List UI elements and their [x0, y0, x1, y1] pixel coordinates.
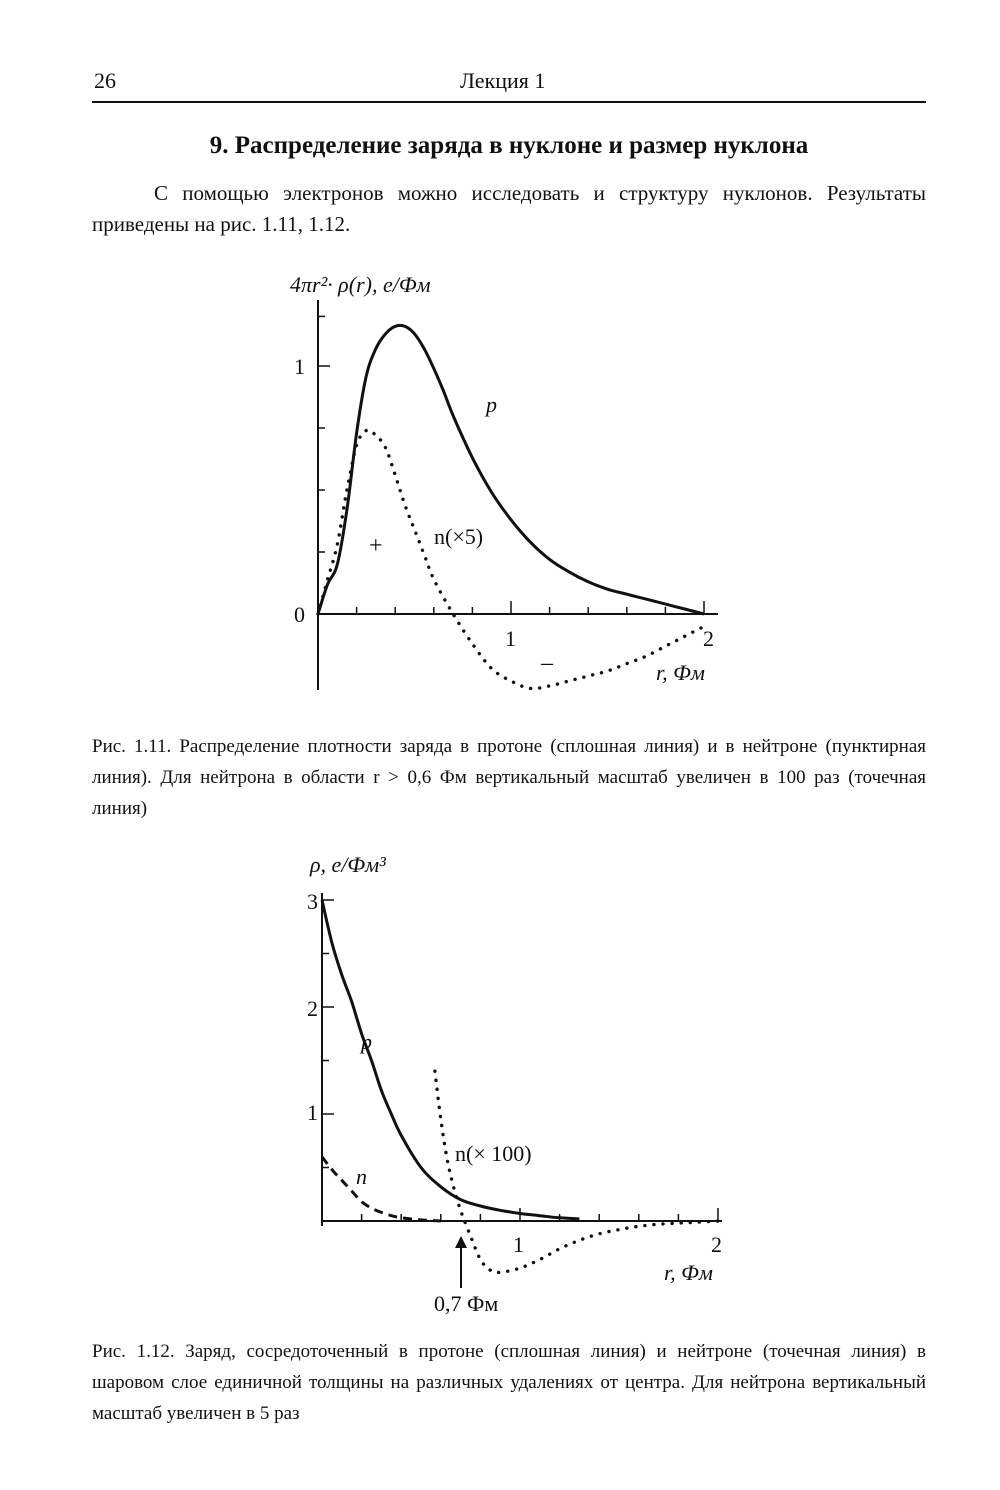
- fig2-series-dashed-line: [322, 1157, 441, 1221]
- fig1-x-tick-label: 1: [505, 626, 516, 651]
- fig2-arrow-head: [455, 1236, 467, 1248]
- fig2-series-dotted-line: [435, 1071, 718, 1272]
- section-title: 9. Распределение заряда в нуклоне и размер нуклона: [209, 132, 809, 159]
- fig2-axes: [322, 893, 722, 1226]
- fig1-y-tick-label: 0: [294, 602, 305, 627]
- fig2-series-label-p: p: [361, 1029, 372, 1054]
- fig1-annotation-plus: +: [369, 533, 383, 559]
- fig2-x-tick-label: 1: [513, 1232, 524, 1257]
- fig1-x-axis-label: r, Фм: [656, 660, 705, 685]
- fig2-arrow-label: 0,7 Фм: [434, 1291, 499, 1316]
- running-head: Лекция 1: [460, 68, 546, 93]
- fig1-annotation-minus: –: [541, 650, 553, 676]
- fig2-y-tick-label: 3: [307, 889, 318, 914]
- fig1-series-label-p: p: [486, 392, 497, 417]
- fig2-y-tick-label: 2: [307, 996, 318, 1021]
- fig1-x-tick-label: 2: [703, 626, 714, 651]
- fig1-series-label-n: n(×5): [434, 524, 484, 549]
- fig1-y-axis-label: 4πr²· ρ(r), e/Фм: [290, 272, 431, 297]
- page-number: 26: [94, 68, 116, 93]
- fig2-x-tick-label: 2: [711, 1232, 722, 1257]
- fig2-y-axis-label: ρ, e/Фм³: [310, 852, 386, 877]
- fig2-y-tick-label: 1: [307, 1100, 318, 1125]
- fig2-series-label-n: n: [356, 1164, 367, 1189]
- fig1-y-tick-label: 1: [294, 354, 305, 379]
- figure-1-12-caption: Рис. 1.12. Заряд, сосредоточенный в протоне (сплошная линия) и нейтроне (точечная линия) в шаровом слое единичной толщины на различных удалениях от центра. Для нейтрона вертикальный масштаб увеличен в 5 раз: [92, 1341, 926, 1424]
- intro-paragraph: С помощью электронов можно исследовать и структуру нуклонов. Результаты приведены на рис. 1.11, 1.12.: [92, 181, 926, 236]
- fig2-series-label-n100: n(× 100): [455, 1141, 532, 1166]
- fig2-x-axis-label: r, Фм: [664, 1260, 713, 1285]
- figure-1-11-caption: Рис. 1.11. Распределение плотности заряда в протоне (сплошная линия) и в нейтроне (пунктирная линия). Для нейтрона в области r > 0,6 Фм вертикальный масштаб увеличен в 100 раз (точечная линия): [92, 736, 926, 819]
